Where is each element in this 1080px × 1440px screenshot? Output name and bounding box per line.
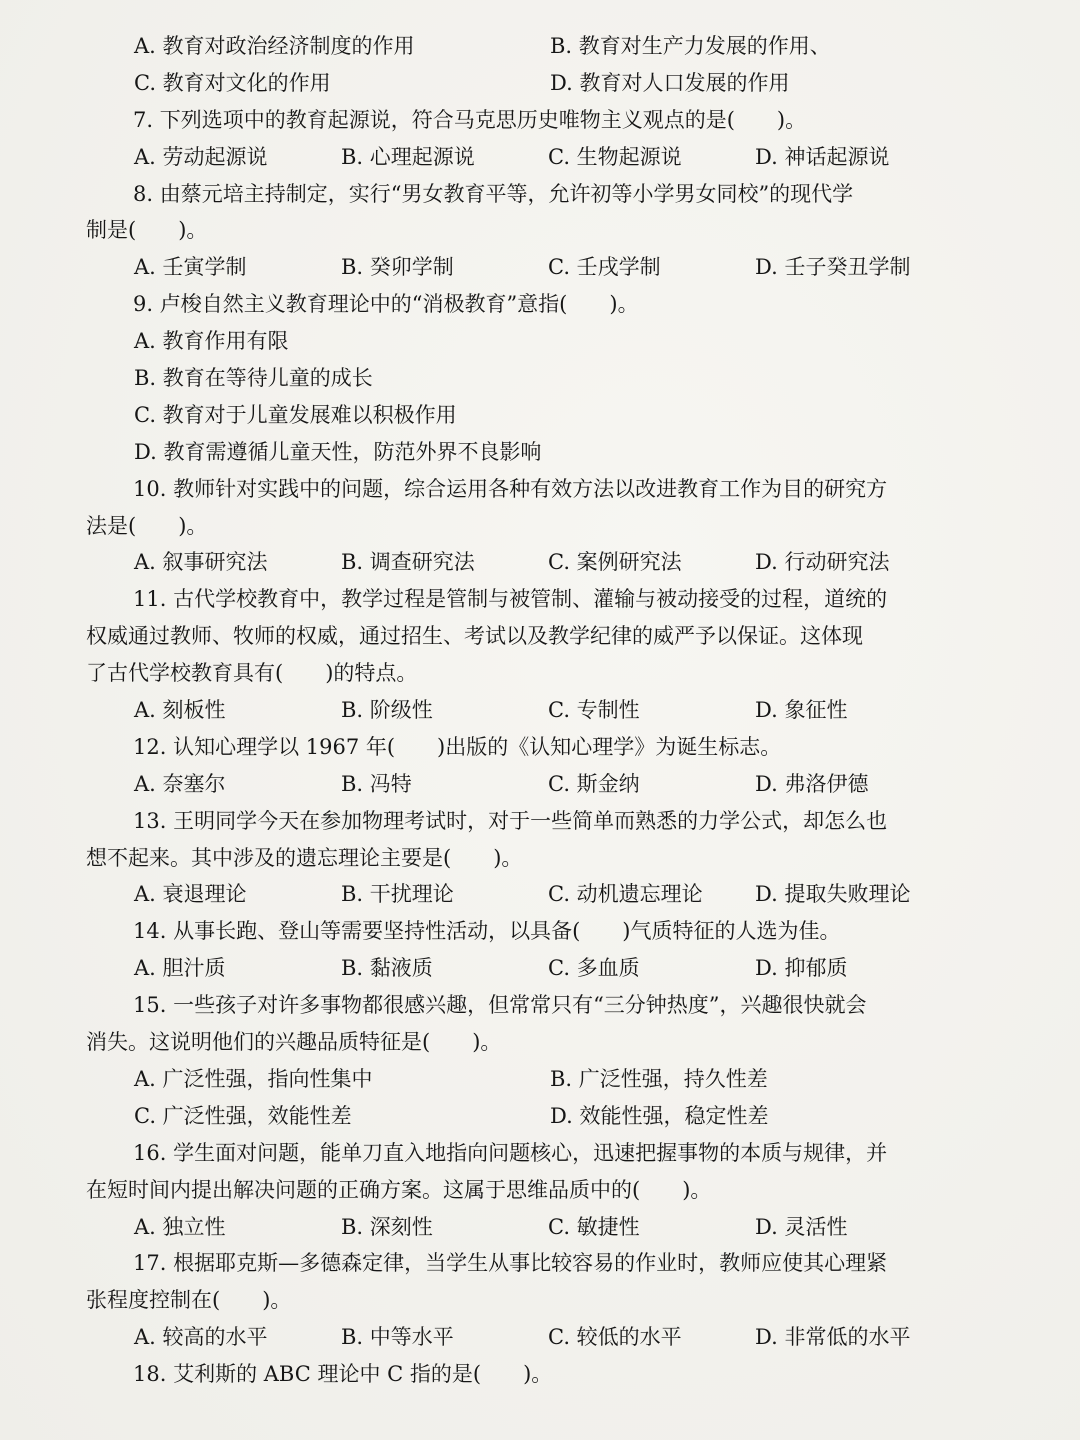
question-stem-cont: 在短时间内提出解决问题的正确方案。这属于思维品质中的( )。 (86, 1177, 712, 1202)
option-a: A. 奈塞尔 (134, 771, 226, 796)
option-a: A. 衰退理论 (134, 882, 247, 907)
question-stem: 11. 古代学校教育中，教学过程是管制与被管制、灌输与被动接受的过程，道统的 (133, 587, 888, 612)
option-b: B. 教育在等待儿童的成长 (134, 366, 373, 391)
option: C. 教育对文化的作用 (134, 70, 331, 95)
question-stem: 14. 从事长跑、登山等需要坚持性活动，以具备( )气质特征的人选为佳。 (133, 919, 841, 944)
option-a: A. 叙事研究法 (134, 550, 268, 575)
option-a: A. 胆汁质 (134, 956, 226, 981)
question-12 (86, 729, 988, 803)
question-stem: 7. 下列选项中的教育起源说，符合马克思历史唯物主义观点的是( )。 (133, 107, 807, 132)
option-c: C. 敏捷性 (548, 1214, 640, 1239)
option-a: A. 教育作用有限 (134, 329, 289, 354)
question-18 (86, 1356, 988, 1393)
question-stem-cont: 法是( )。 (86, 513, 208, 538)
question-16 (86, 1135, 988, 1246)
option-d: D. 灵活性 (755, 1214, 848, 1239)
option-row (86, 1098, 988, 1135)
option-c: C. 教育对于儿童发展难以积极作用 (134, 402, 457, 427)
option-c: C. 多血质 (548, 956, 640, 981)
option-b: B. 广泛性强，持久性差 (550, 1066, 768, 1091)
option-row (86, 65, 988, 102)
option-c: C. 广泛性强，效能性差 (134, 1103, 352, 1128)
question-stem-cont: 张程度控制在( )。 (86, 1288, 292, 1313)
option-c: C. 专制性 (548, 698, 640, 723)
option-d: D. 壬子癸丑学制 (755, 255, 911, 280)
option-a: A. 壬寅学制 (134, 255, 247, 280)
option-b: B. 癸卯学制 (341, 255, 454, 280)
option-row (86, 139, 988, 176)
question-10 (86, 471, 988, 582)
option-d: D. 教育需遵循儿童天性，防范外界不良影响 (134, 439, 542, 464)
question-15 (86, 987, 988, 1135)
question-stem-cont: 了古代学校教育具有( )的特点。 (86, 661, 418, 686)
question-17 (86, 1245, 988, 1356)
option-b: B. 冯特 (341, 771, 412, 796)
option-row (86, 1319, 988, 1356)
question-stem-cont: 想不起来。其中涉及的遗忘理论主要是( )。 (86, 845, 523, 870)
option: B. 教育对生产力发展的作用、 (550, 34, 831, 58)
option-a: A. 劳动起源说 (134, 144, 268, 169)
question-stem: 10. 教师针对实践中的问题，综合运用各种有效方法以改进教育工作为目的研究方 (133, 476, 888, 501)
option-row (86, 323, 988, 360)
option-c: C. 案例研究法 (548, 550, 682, 575)
question-stem: 15. 一些孩子对许多事物都很感兴趣，但常常只有“三分钟热度”，兴趣很快就会 (133, 993, 867, 1018)
option-b: B. 干扰理论 (341, 882, 454, 907)
option-c: C. 生物起源说 (548, 144, 682, 169)
option-row (86, 249, 988, 286)
option-d: D. 非常低的水平 (755, 1325, 911, 1350)
option-d: D. 提取失败理论 (755, 882, 911, 907)
question-11 (86, 581, 988, 729)
question-stem: 8. 由蔡元培主持制定，实行“男女教育平等，允许初等小学男女同校”的现代学 (133, 181, 854, 206)
option-row (86, 544, 988, 581)
question-8 (86, 176, 988, 287)
option-b: B. 调查研究法 (341, 550, 475, 575)
option-d: D. 弗洛伊德 (755, 771, 869, 796)
option-c: C. 动机遗忘理论 (548, 882, 703, 907)
option-row (86, 397, 988, 434)
question-stem: 9. 卢梭自然主义教育理论中的“消极教育”意指( )。 (133, 292, 639, 317)
question-7 (86, 102, 988, 176)
option-c: C. 壬戌学制 (548, 255, 661, 280)
question-stem-cont: 权威通过教师、牧师的权威，通过招生、考试以及教学纪律的威严予以保证。这体现 (86, 624, 863, 649)
option-b: B. 阶级性 (341, 698, 433, 723)
option-d: D. 效能性强，稳定性差 (550, 1103, 769, 1128)
option-d: D. 神话起源说 (755, 144, 890, 169)
option-d: D. 行动研究法 (755, 550, 890, 575)
option-d: D. 抑郁质 (755, 956, 848, 981)
option-row (86, 950, 988, 987)
question-stem: 17. 根据耶克斯—多德森定律，当学生从事比较容易的作业时，教师应使其心理紧 (133, 1251, 888, 1276)
option-c: C. 较低的水平 (548, 1325, 682, 1350)
question-13 (86, 803, 988, 914)
option-a: A. 较高的水平 (134, 1325, 268, 1350)
option: D. 教育对人口发展的作用 (550, 70, 790, 95)
question-stem: 16. 学生面对问题，能单刀直入地指向问题核心，迅速把握事物的本质与规律，并 (133, 1140, 888, 1165)
question-stem-cont: 消失。这说明他们的兴趣品质特征是( )。 (86, 1030, 502, 1055)
question-stem: 18. 艾利斯的 ABC 理论中 C 指的是( )。 (133, 1362, 553, 1387)
option-d: D. 象征性 (755, 698, 848, 723)
option-row (86, 766, 988, 803)
option-row (86, 360, 988, 397)
option-row (86, 692, 988, 729)
question-stem: 12. 认知心理学以 1967 年( )出版的《认知心理学》为诞生标志。 (133, 734, 782, 759)
option-row (86, 1209, 988, 1246)
question-stem: 13. 王明同学今天在参加物理考试时，对于一些简单而熟悉的力学公式，却怎么也 (133, 808, 888, 833)
option-c: C. 斯金纳 (548, 771, 640, 796)
option-row (86, 28, 988, 65)
option-a: A. 刻板性 (134, 698, 226, 723)
option-row (86, 876, 988, 913)
option-b: B. 黏液质 (341, 956, 433, 981)
option-row (86, 1061, 988, 1098)
option-a: A. 独立性 (134, 1214, 226, 1239)
option-a: A. 广泛性强，指向性集中 (134, 1066, 373, 1091)
option-b: B. 深刻性 (341, 1214, 433, 1239)
option-b: B. 中等水平 (341, 1325, 454, 1350)
option-b: B. 心理起源说 (341, 144, 475, 169)
question-9 (86, 286, 988, 470)
option: A. 教育对政治经济制度的作用 (134, 34, 415, 58)
option-row (86, 434, 988, 471)
question-14 (86, 913, 988, 987)
question-stem-cont: 制是( )。 (86, 218, 208, 243)
